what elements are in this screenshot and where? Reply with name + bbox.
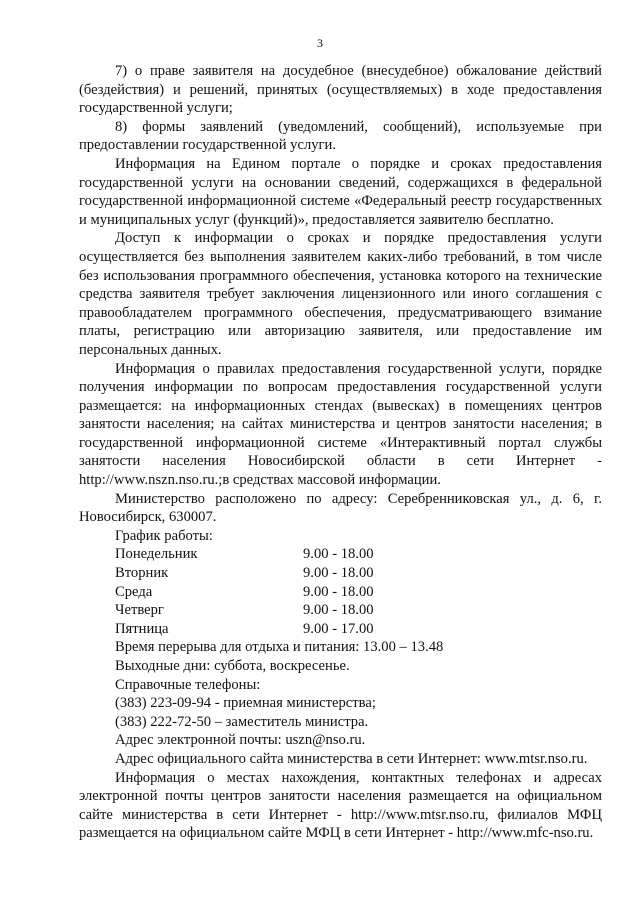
days-off-line: Выходные дни: суббота, воскресенье. [115, 658, 350, 674]
schedule-day: Понедельник [115, 546, 198, 563]
phone-reception: (383) 223-09-94 - приемная министерства; [115, 695, 376, 712]
document-body [79, 62, 602, 843]
schedule-hours: 9.00 - 18.00 [303, 602, 374, 619]
paragraph-centers-info: Информация о местах нахождения, контактных телефонах и адресах электронной почты центров занятости населения размещается на официальном сайте министерства в сети Интернет - http://www.mtsr.nso.ru, филиалов МФЦ размещается на официальном сайте МФЦ в сети Интернет - http://www.mfc-nso.ru. [79, 769, 602, 842]
schedule-hours: 9.00 - 18.00 [303, 583, 374, 600]
schedule-day: Среда [115, 583, 153, 600]
schedule-row [79, 601, 602, 620]
schedule-row [79, 620, 602, 639]
schedule-heading: График работы: [115, 527, 213, 544]
schedule-row [79, 564, 602, 583]
schedule-list [79, 545, 602, 638]
email-line: Адрес электронной почты: uszn@nso.ru. [115, 732, 366, 749]
paragraph-unified-portal: Информация на Едином портале о порядке и сроках предоставления государственной услуги на основании сведений, содержащихся в федеральной государственной информационной системе «Федеральный реестр государственных и муниципальных услуг (функций)», предоставляется заявителю бесплатно. [79, 155, 602, 228]
phones-heading: Справочные телефоны: [115, 676, 261, 693]
schedule-hours: 9.00 - 18.00 [303, 546, 374, 563]
schedule-hours: 9.00 - 17.00 [303, 620, 374, 637]
paragraph-free-access: Доступ к информации о сроках и порядке предоставления услуги осуществляется без выполнения заявителем каких-либо требований, в том числе без использования программного обеспечения, установка которого на технические средства заявителя требует заключения лицензионного или иного соглашения с правообладателем программного обеспечения, предусматривающего взимание платы, регистрацию или авторизацию заявителя, или предоставление им персональных данных. [79, 230, 602, 358]
schedule-row [79, 545, 602, 564]
website-line: Адрес официального сайта министерства в сети Интернет: www.mtsr.nso.ru. [115, 750, 588, 767]
schedule-hours: 9.00 - 18.00 [303, 565, 374, 582]
schedule-day: Вторник [115, 565, 169, 582]
phone-deputy-minister: (383) 222-72-50 – заместитель министра. [115, 713, 369, 730]
schedule-row [79, 583, 602, 602]
paragraph-ministry-address: Министерство расположено по адресу: Серебренниковская ул., д. 6, г. Новосибирск, 630007. [79, 490, 602, 526]
paragraph-application-forms: 8) формы заявлений (уведомлений, сообщений), используемые при предоставлении государственной услуги. [79, 118, 602, 154]
paragraph-info-placement: Информация о правилах предоставления государственной услуги, порядке получения информации по вопросам предоставления государственной услуги размещается: на информационных стендах (вывесках) в помещениях центров занятости населения; на сайтах министерства и центров занятости населения; в государственной информационной системе «Интерактивный портал службы занятости населения Новосибирской области в сети Интернет - http://www.nszn.nso.ru.;в средствах массовой информации. [79, 360, 602, 489]
break-time-line: Время перерыва для отдыха и питания: 13.00 – 13.48 [115, 639, 444, 656]
page-number: 3 [317, 36, 323, 50]
schedule-day: Четверг [115, 602, 164, 619]
paragraph-appeal-rights: 7) о праве заявителя на досудебное (внесудебное) обжалование действий (бездействия) и решений, принятых (осуществляемых) в ходе предоставления государственной услуги; [79, 63, 602, 117]
schedule-day: Пятница [115, 620, 169, 637]
